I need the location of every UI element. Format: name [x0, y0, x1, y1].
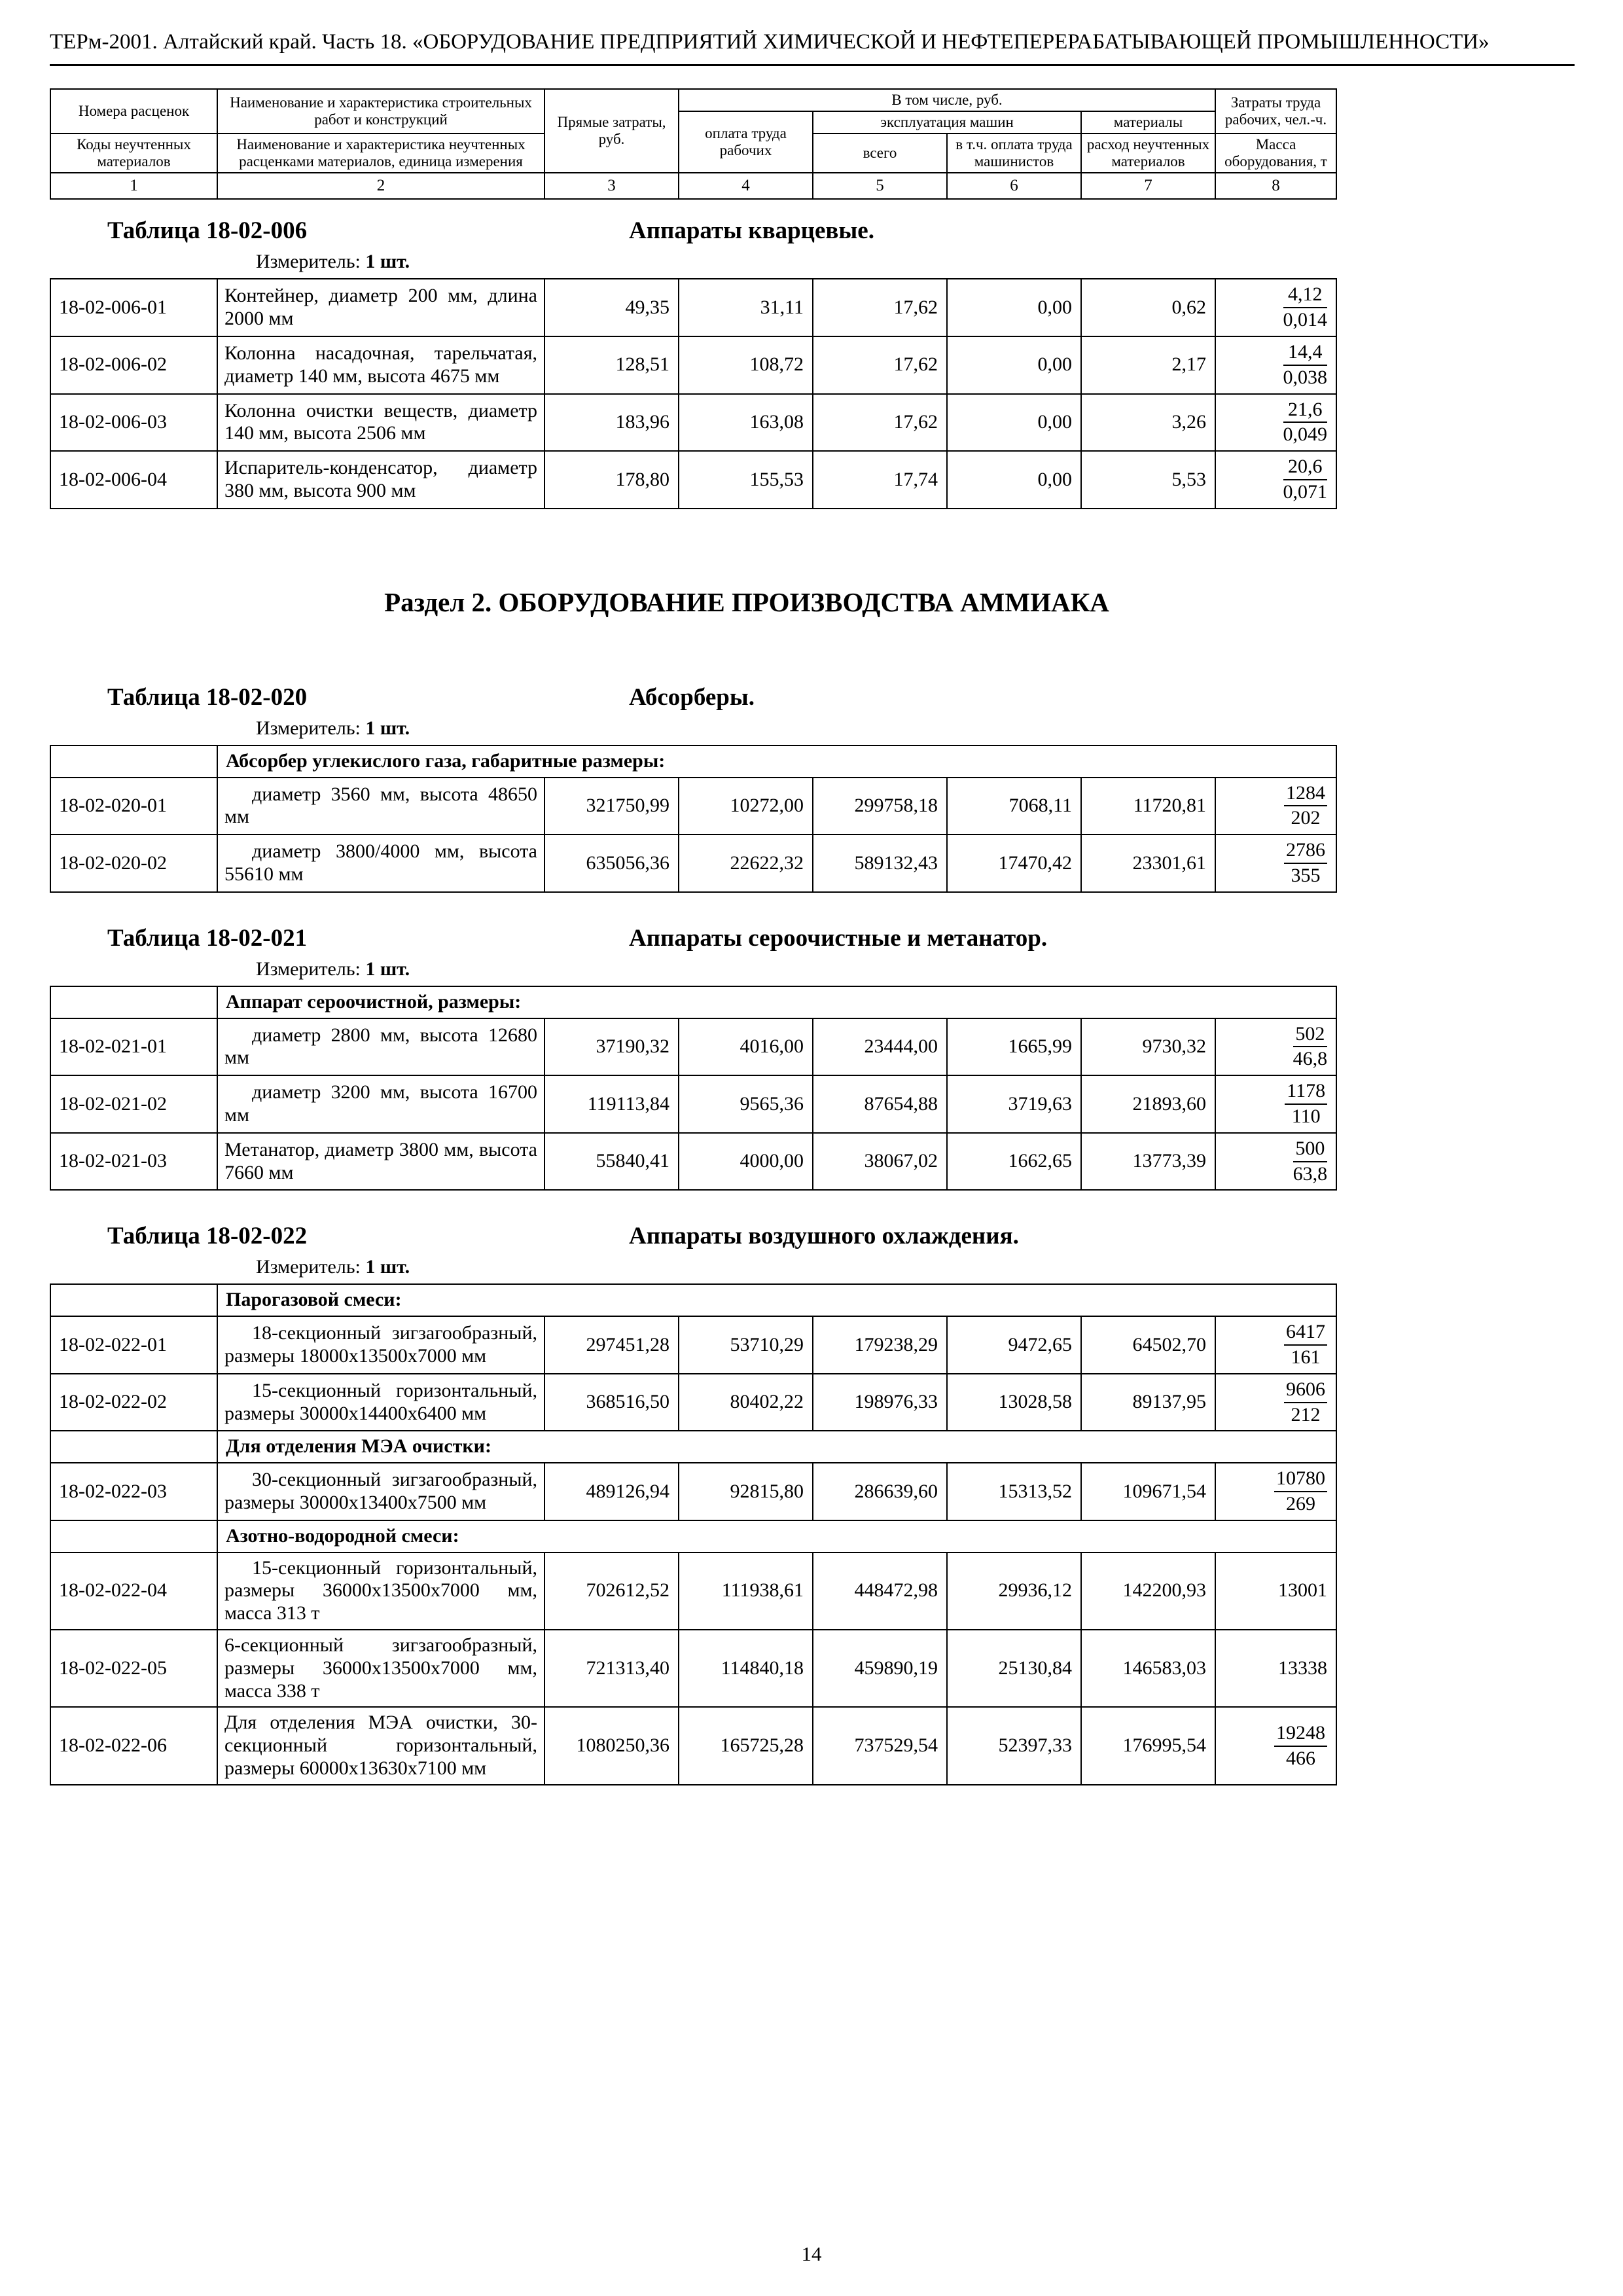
equipment-mass-value: 0,014	[1283, 309, 1327, 331]
measure-value: 1 шт.	[365, 717, 410, 739]
table-title	[50, 1222, 1336, 1252]
labor-hours-value: 13338	[1278, 1657, 1328, 1679]
header-material-codes: Коды неучтенных материалов	[50, 134, 217, 173]
value-labor: 92815,80	[679, 1463, 813, 1520]
header-machines: эксплуатация машин	[813, 111, 1081, 134]
value-direct: 721313,40	[544, 1630, 679, 1707]
column-numbers-row	[50, 173, 1336, 199]
hours-over-mass	[1274, 1722, 1327, 1770]
rate-grid-header	[50, 88, 1337, 200]
measure-label: Измеритель:	[256, 1256, 366, 1278]
rate-code: 18-02-021-03	[50, 1133, 217, 1191]
hours-over-mass	[1284, 1378, 1327, 1427]
rate-name: Контейнер, диаметр 200 мм, длина 2000 мм	[217, 279, 544, 336]
rate-name: Испаритель-конденсатор, диаметр 380 мм, высота 900 мм	[217, 451, 544, 509]
table-row	[50, 1552, 1336, 1630]
equipment-mass-value: 466	[1286, 1747, 1316, 1769]
rate-name: диаметр 3200 мм, высота 16700 мм	[217, 1075, 544, 1133]
labor-mass-cell	[1215, 1463, 1336, 1520]
labor-hours-value: 10780	[1274, 1467, 1327, 1492]
table-row	[50, 1463, 1336, 1520]
value-materials: 3,26	[1081, 394, 1215, 452]
labor-mass-cell	[1215, 451, 1336, 509]
labor-hours-value: 14,4	[1283, 341, 1328, 366]
table-number: Таблица 18-02-006	[107, 217, 308, 245]
hours-over-mass	[1283, 456, 1328, 504]
page-header	[50, 29, 1575, 66]
rate-code: 18-02-021-02	[50, 1075, 217, 1133]
table-row	[50, 1374, 1336, 1431]
rate-name: диаметр 2800 мм, высота 12680 мм	[217, 1018, 544, 1076]
labor-hours-value: 1178	[1285, 1080, 1327, 1105]
value-mach_labor: 25130,84	[947, 1630, 1081, 1707]
table-row	[50, 336, 1336, 394]
table-row	[50, 1133, 1336, 1191]
rate-name: Колонна очистки веществ, диаметр 140 мм, высота 2506 мм	[217, 394, 544, 452]
rate-name: Для отделения МЭА очистки, 30-секционный горизонтальный, размеры 60000х13630х7100 мм	[217, 1707, 544, 1784]
labor-hours-value: 13001	[1278, 1579, 1328, 1602]
value-mach_total: 459890,19	[813, 1630, 947, 1707]
group-title: Абсорбер углекислого газа, габаритные размеры:	[217, 745, 1336, 778]
value-mach_labor: 7068,11	[947, 778, 1081, 835]
value-materials: 89137,95	[1081, 1374, 1215, 1431]
value-mach_total: 737529,54	[813, 1707, 947, 1784]
table-measure	[256, 251, 1575, 273]
measure-value: 1 шт.	[365, 1256, 410, 1278]
value-mach_labor: 9472,65	[947, 1316, 1081, 1374]
header-rate-numbers: Номера расценок	[50, 89, 217, 134]
value-direct: 183,96	[544, 394, 679, 452]
value-mach_total: 589132,43	[813, 834, 947, 892]
value-mach_total: 17,74	[813, 451, 947, 509]
column-number: 7	[1081, 173, 1215, 199]
table-title	[50, 683, 1336, 713]
rate-name: 6-секционный зигзагообразный, размеры 36000х13500х7000 мм, масса 338 т	[217, 1630, 544, 1707]
labor-hours-value: 1284	[1284, 782, 1327, 807]
table-measure	[256, 958, 1575, 980]
measure-value: 1 шт.	[365, 958, 410, 980]
value-mach_total: 87654,88	[813, 1075, 947, 1133]
labor-mass-cell	[1215, 336, 1336, 394]
group-title: Парогазовой смеси:	[217, 1284, 1336, 1316]
labor-mass-cell	[1215, 1133, 1336, 1191]
hours-over-mass	[1284, 1321, 1327, 1369]
table-row	[50, 1018, 1336, 1076]
value-mach_labor: 13028,58	[947, 1374, 1081, 1431]
value-mach_labor: 52397,33	[947, 1707, 1081, 1784]
value-mach_total: 17,62	[813, 279, 947, 336]
equipment-mass-value: 161	[1291, 1346, 1321, 1368]
equipment-mass-value: 202	[1291, 807, 1321, 829]
group-empty-cell	[50, 745, 217, 778]
measure-label: Измеритель:	[256, 717, 366, 739]
rate-code: 18-02-021-01	[50, 1018, 217, 1076]
column-number: 3	[544, 173, 679, 199]
value-direct: 702612,52	[544, 1552, 679, 1630]
group-header-row	[50, 1520, 1336, 1552]
value-labor: 80402,22	[679, 1374, 813, 1431]
rate-name: 15-секционный горизонтальный, размеры 36000х13500х7000 мм, масса 313 т	[217, 1552, 544, 1630]
table-row	[50, 1630, 1336, 1707]
measure-value: 1 шт.	[365, 251, 410, 273]
header-row-1	[50, 89, 1336, 111]
rate-name: 15-секционный горизонтальный, размеры 30000х14400х6400 мм	[217, 1374, 544, 1431]
group-title: Для отделения МЭА очистки:	[217, 1431, 1336, 1463]
equipment-mass-value: 269	[1286, 1492, 1316, 1515]
column-number: 8	[1215, 173, 1336, 199]
value-materials: 64502,70	[1081, 1316, 1215, 1374]
table-name: Абсорберы.	[629, 683, 755, 711]
value-materials: 23301,61	[1081, 834, 1215, 892]
value-labor: 165725,28	[679, 1707, 813, 1784]
value-labor: 4000,00	[679, 1133, 813, 1191]
value-labor: 4016,00	[679, 1018, 813, 1076]
hours-over-mass	[1293, 1138, 1328, 1186]
value-mach_total: 286639,60	[813, 1463, 947, 1520]
rate-name: диаметр 3560 мм, высота 48650 мм	[217, 778, 544, 835]
value-materials: 13773,39	[1081, 1133, 1215, 1191]
rate-table	[50, 278, 1337, 509]
rate-table	[50, 1283, 1337, 1785]
value-direct: 128,51	[544, 336, 679, 394]
labor-hours-value: 20,6	[1283, 456, 1328, 480]
labor-hours-value: 4,12	[1283, 283, 1328, 308]
column-number: 2	[217, 173, 544, 199]
table-measure	[256, 717, 1575, 740]
value-mach_labor: 17470,42	[947, 834, 1081, 892]
header-materials-rate: расход неучтенных материалов	[1081, 134, 1215, 173]
value-mach_labor: 29936,12	[947, 1552, 1081, 1630]
table-number: Таблица 18-02-022	[107, 1223, 308, 1250]
labor-mass-cell	[1215, 778, 1336, 835]
value-mach_total: 17,62	[813, 394, 947, 452]
value-labor: 10272,00	[679, 778, 813, 835]
value-mach_labor: 0,00	[947, 336, 1081, 394]
labor-hours-value: 6417	[1284, 1321, 1327, 1346]
section-heading: Раздел 2. ОБОРУДОВАНИЕ ПРОИЗВОДСТВА АММИАКА	[384, 586, 1109, 617]
group-header-row	[50, 1431, 1336, 1463]
page-footer	[0, 2242, 1623, 2266]
group-header-row	[50, 745, 1336, 778]
header-material-name: Наименование и характеристика неучтенных расценками материалов, единица измерения	[217, 134, 544, 173]
rate-table	[50, 986, 1337, 1191]
table-name: Аппараты воздушного охлаждения.	[629, 1223, 1019, 1250]
table-number: Таблица 18-02-020	[107, 683, 308, 711]
value-labor: 9565,36	[679, 1075, 813, 1133]
table-number: Таблица 18-02-021	[107, 924, 308, 952]
header-labor-pay: оплата труда рабочих	[679, 111, 813, 173]
header-total: всего	[813, 134, 947, 173]
value-materials: 142200,93	[1081, 1552, 1215, 1630]
header-materials: материалы	[1081, 111, 1215, 134]
equipment-mass-value: 212	[1291, 1403, 1321, 1426]
group-empty-cell	[50, 1284, 217, 1316]
labor-mass-cell	[1215, 394, 1336, 452]
column-number: 4	[679, 173, 813, 199]
value-materials: 2,17	[1081, 336, 1215, 394]
rate-code: 18-02-022-06	[50, 1707, 217, 1784]
rate-code: 18-02-006-04	[50, 451, 217, 509]
value-labor: 108,72	[679, 336, 813, 394]
header-equipment-mass: Масса оборудования, т	[1215, 134, 1336, 173]
value-labor: 114840,18	[679, 1630, 813, 1707]
value-labor: 163,08	[679, 394, 813, 452]
value-materials: 21893,60	[1081, 1075, 1215, 1133]
value-direct: 1080250,36	[544, 1707, 679, 1784]
value-direct: 489126,94	[544, 1463, 679, 1520]
rate-name: Метанатор, диаметр 3800 мм, высота 7660 мм	[217, 1133, 544, 1191]
rate-name: 30-секционный зигзагообразный, размеры 30000х13400х7500 мм	[217, 1463, 544, 1520]
rate-code: 18-02-020-02	[50, 834, 217, 892]
group-empty-cell	[50, 1431, 217, 1463]
value-materials: 109671,54	[1081, 1463, 1215, 1520]
group-title: Аппарат сероочистной, размеры:	[217, 986, 1336, 1018]
page-number: 14	[801, 2242, 822, 2265]
labor-hours-value: 502	[1293, 1023, 1328, 1048]
equipment-mass-value: 0,071	[1283, 481, 1327, 503]
value-direct: 297451,28	[544, 1316, 679, 1374]
rate-code: 18-02-006-01	[50, 279, 217, 336]
rate-table	[50, 745, 1337, 893]
table-row	[50, 834, 1336, 892]
column-number: 5	[813, 173, 947, 199]
value-mach_total: 198976,33	[813, 1374, 947, 1431]
value-labor: 22622,32	[679, 834, 813, 892]
document-title: ТЕРм-2001. Алтайский край. Часть 18. «ОБОРУДОВАНИЕ ПРЕДПРИЯТИЙ ХИМИЧЕСКОЙ И НЕФТЕПЕРЕРАБАТЫВАЮЩЕЙ ПРОМЫШЛЕННОСТИ»	[50, 30, 1489, 54]
header-labor-hours: Затраты труда рабочих, чел.-ч.	[1215, 89, 1336, 134]
value-direct: 321750,99	[544, 778, 679, 835]
value-mach_labor: 1662,65	[947, 1133, 1081, 1191]
value-mach_total: 23444,00	[813, 1018, 947, 1076]
group-empty-cell	[50, 1520, 217, 1552]
value-mach_labor: 0,00	[947, 279, 1081, 336]
labor-hours-value: 9606	[1284, 1378, 1327, 1403]
rate-name: Колонна насадочная, тарельчатая, диаметр 140 мм, высота 4675 мм	[217, 336, 544, 394]
group-empty-cell	[50, 986, 217, 1018]
table-row	[50, 778, 1336, 835]
value-materials: 9730,32	[1081, 1018, 1215, 1076]
labor-hours-value: 2786	[1284, 839, 1327, 864]
value-mach_labor: 0,00	[947, 451, 1081, 509]
table-title	[50, 924, 1336, 954]
labor-mass-cell	[1215, 1707, 1336, 1784]
column-number: 6	[947, 173, 1081, 199]
rate-code: 18-02-006-03	[50, 394, 217, 452]
value-direct: 49,35	[544, 279, 679, 336]
value-mach_total: 299758,18	[813, 778, 947, 835]
hours-over-mass	[1284, 782, 1327, 831]
value-labor: 31,11	[679, 279, 813, 336]
header-including: В том числе, руб.	[679, 89, 1215, 111]
hours-over-mass	[1283, 341, 1328, 389]
value-materials: 5,53	[1081, 451, 1215, 509]
table-name: Аппараты кварцевые.	[629, 217, 874, 245]
rate-code: 18-02-022-02	[50, 1374, 217, 1431]
labor-mass-cell	[1215, 1374, 1336, 1431]
content-area	[50, 217, 1575, 1785]
value-mach_total: 17,62	[813, 336, 947, 394]
table-title	[50, 217, 1336, 247]
value-labor: 53710,29	[679, 1316, 813, 1374]
value-materials: 11720,81	[1081, 778, 1215, 835]
measure-label: Измеритель:	[256, 251, 366, 273]
value-materials: 0,62	[1081, 279, 1215, 336]
value-materials: 176995,54	[1081, 1707, 1215, 1784]
header-direct-costs: Прямые затраты, руб.	[544, 89, 679, 173]
table-row	[50, 394, 1336, 452]
value-direct: 368516,50	[544, 1374, 679, 1431]
labor-hours-value: 19248	[1274, 1722, 1327, 1747]
rate-code: 18-02-020-01	[50, 778, 217, 835]
value-direct: 37190,32	[544, 1018, 679, 1076]
table-row	[50, 451, 1336, 509]
equipment-mass-value: 0,049	[1283, 423, 1327, 446]
group-header-row	[50, 986, 1336, 1018]
labor-hours-value: 21,6	[1283, 399, 1328, 423]
labor-mass-cell	[1215, 1552, 1336, 1630]
group-title: Азотно-водородной смеси:	[217, 1520, 1336, 1552]
equipment-mass-value: 110	[1291, 1105, 1321, 1127]
hours-over-mass	[1274, 1467, 1327, 1516]
value-direct: 178,80	[544, 451, 679, 509]
rate-code: 18-02-022-04	[50, 1552, 217, 1630]
header-machinist-pay: в т.ч. оплата труда машинистов	[947, 134, 1081, 173]
value-mach_total: 179238,29	[813, 1316, 947, 1374]
table-row	[50, 279, 1336, 336]
rate-name: 18-секционный зигзагообразный, размеры 18000х13500х7000 мм	[217, 1316, 544, 1374]
rate-code: 18-02-022-01	[50, 1316, 217, 1374]
table-row	[50, 1075, 1336, 1133]
hours-over-mass	[1283, 399, 1328, 447]
rate-code: 18-02-006-02	[50, 336, 217, 394]
value-direct: 635056,36	[544, 834, 679, 892]
equipment-mass-value: 63,8	[1293, 1162, 1328, 1185]
hours-over-mass	[1284, 839, 1327, 888]
value-direct: 119113,84	[544, 1075, 679, 1133]
value-mach_labor: 0,00	[947, 394, 1081, 452]
labor-mass-cell	[1215, 834, 1336, 892]
hours-over-mass	[1285, 1080, 1327, 1128]
equipment-mass-value: 0,038	[1283, 366, 1327, 388]
labor-mass-cell	[1215, 1075, 1336, 1133]
rate-name: диаметр 3800/4000 мм, высота 55610 мм	[217, 834, 544, 892]
rate-code: 18-02-022-05	[50, 1630, 217, 1707]
table-measure	[256, 1256, 1575, 1278]
equipment-mass-value: 355	[1291, 865, 1321, 886]
table-row	[50, 1707, 1336, 1784]
value-labor: 155,53	[679, 451, 813, 509]
labor-mass-cell	[1215, 1316, 1336, 1374]
equipment-mass-value: 46,8	[1293, 1048, 1328, 1070]
labor-hours-value: 500	[1293, 1138, 1328, 1162]
table-name: Аппараты сероочистные и метанатор.	[629, 924, 1048, 952]
header-work-name: Наименование и характеристика строительных работ и конструкций	[217, 89, 544, 134]
value-mach_labor: 3719,63	[947, 1075, 1081, 1133]
table-row	[50, 1316, 1336, 1374]
hours-over-mass	[1283, 283, 1328, 332]
value-mach_total: 38067,02	[813, 1133, 947, 1191]
group-header-row	[50, 1284, 1336, 1316]
value-mach_labor: 15313,52	[947, 1463, 1081, 1520]
value-materials: 146583,03	[1081, 1630, 1215, 1707]
hours-over-mass	[1293, 1023, 1328, 1071]
value-mach_labor: 1665,99	[947, 1018, 1081, 1076]
labor-mass-cell	[1215, 1630, 1336, 1707]
measure-label: Измеритель:	[256, 958, 366, 980]
column-number: 1	[50, 173, 217, 199]
value-direct: 55840,41	[544, 1133, 679, 1191]
rate-code: 18-02-022-03	[50, 1463, 217, 1520]
labor-mass-cell	[1215, 279, 1336, 336]
value-mach_total: 448472,98	[813, 1552, 947, 1630]
labor-mass-cell	[1215, 1018, 1336, 1076]
value-labor: 111938,61	[679, 1552, 813, 1630]
